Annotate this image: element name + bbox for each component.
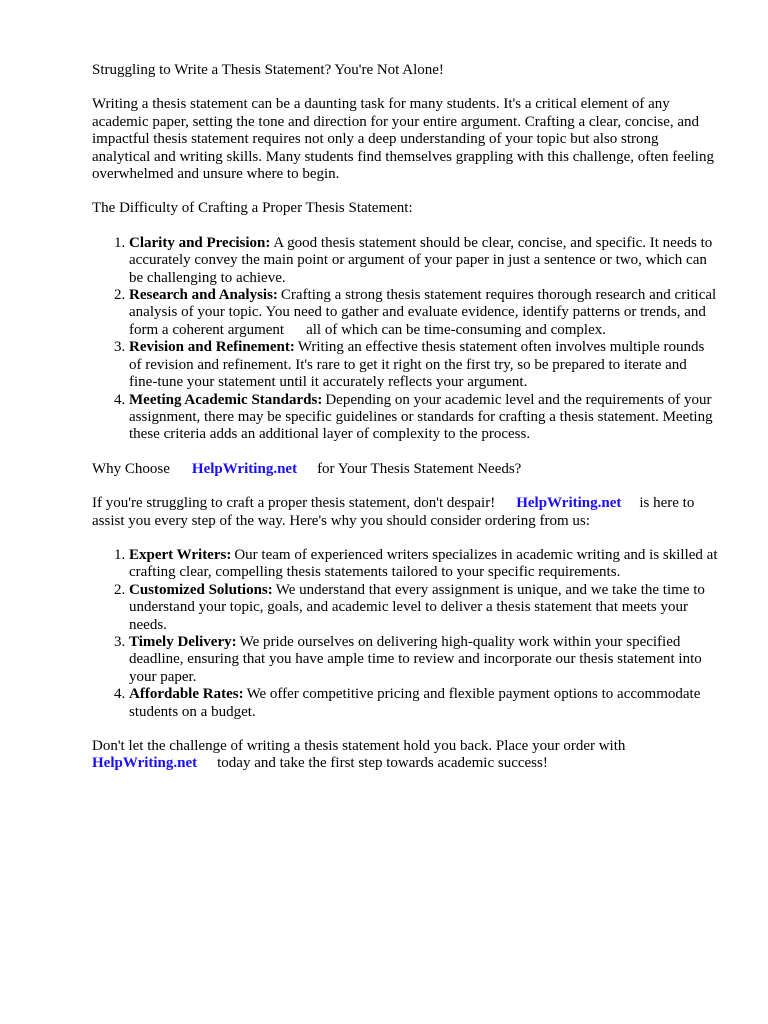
closing-prefix: Don't let the challenge of writing a thesis statement hold you back. Place your order with bbox=[92, 738, 626, 754]
item-text: We offer competitive pricing and flexible payment options to accommodate students on a budget. bbox=[129, 686, 701, 720]
list-item bbox=[129, 235, 718, 287]
why-suffix: for Your Thesis Statement Needs? bbox=[317, 460, 522, 477]
closing-suffix: today and take the first step towards academic success! bbox=[217, 755, 548, 772]
item-text: A good thesis statement should be clear, concise, and specific. It needs to accurately convey the main point or argument of your paper in just a sentence or two, which can be challenging to achieve. bbox=[129, 234, 713, 286]
difficulty-list bbox=[92, 235, 718, 444]
item-text-continued: all of which can be time-consuming and complex. bbox=[306, 321, 606, 338]
list-item bbox=[129, 634, 718, 686]
item-text: Depending on your academic level and the requirements of your assignment, there may be specific guidelines or standards for crafting a thesis statement. Meeting these criteria adds an additional layer of complexity to the process. bbox=[129, 391, 713, 443]
assist-prefix: If you're struggling to craft a proper thesis statement, don't despair! bbox=[92, 495, 496, 512]
item-text: Crafting a strong thesis statement requires thorough research and critical analysis of your topic. You need to gather and evaluate evidence, identify patterns or trends, and form a coherent argument bbox=[129, 287, 717, 338]
why-prefix: Why Choose bbox=[92, 460, 170, 477]
item-title: Customized Solutions: bbox=[129, 581, 273, 598]
closing-paragraph bbox=[92, 738, 718, 773]
item-title: Clarity and Precision: bbox=[129, 234, 271, 251]
list-item bbox=[129, 287, 718, 339]
intro-paragraph: Writing a thesis statement can be a daunting task for many students. It's a critical element of any academic paper, setting the tone and direction for your entire argument. Crafting a clear, concise, and impactful thesis statement requires not only a deep understanding of your topic but also strong analytical and writing skills. Many students find themselves grappling with this challenge, often feeling overwhelmed and unsure where to begin. bbox=[92, 96, 714, 183]
list-item bbox=[129, 392, 718, 444]
reasons-list bbox=[92, 547, 718, 721]
item-text: Writing an effective thesis statement often involves multiple rounds of revision and refinement. It's rare to get it right on the first try, so be prepared to iterate and fine-tune your statement until it accurately reflects your argument. bbox=[129, 339, 705, 391]
item-title: Affordable Rates: bbox=[129, 686, 244, 703]
helpwriting-link[interactable]: HelpWriting.net bbox=[92, 755, 198, 772]
item-title: Timely Delivery: bbox=[129, 633, 237, 650]
helpwriting-link[interactable]: HelpWriting.net bbox=[191, 460, 298, 477]
item-title: Revision and Refinement: bbox=[129, 339, 295, 356]
difficulty-heading: The Difficulty of Crafting a Proper Thesis Statement: bbox=[92, 200, 413, 217]
assist-paragraph bbox=[92, 495, 718, 530]
page-title: Struggling to Write a Thesis Statement? You're Not Alone! bbox=[92, 62, 444, 78]
item-title: Research and Analysis: bbox=[129, 287, 278, 304]
item-text: Our team of experienced writers specializes in academic writing and is skilled at crafting clear, compelling thesis statements tailored to your specific requirements. bbox=[129, 546, 718, 581]
assist-suffix: is here to assist you every step of the way. Here's why you should consider ordering from us: bbox=[92, 495, 695, 529]
helpwriting-link[interactable]: HelpWriting.net bbox=[516, 495, 622, 512]
item-text: We understand that every assignment is unique, and we take the time to understand your topic, goals, and academic level to deliver a thesis statement that meets your needs. bbox=[129, 581, 705, 633]
item-title: Expert Writers: bbox=[129, 546, 232, 563]
list-item bbox=[129, 339, 718, 391]
list-item bbox=[129, 547, 718, 582]
list-item bbox=[129, 686, 718, 721]
item-text: We pride ourselves on delivering high-quality work within your specified deadline, ensuring that you have ample time to review and incorporate our thesis statement into your paper. bbox=[129, 633, 702, 685]
why-heading bbox=[92, 461, 718, 478]
list-item bbox=[129, 582, 718, 634]
item-title: Meeting Academic Standards: bbox=[129, 391, 323, 408]
